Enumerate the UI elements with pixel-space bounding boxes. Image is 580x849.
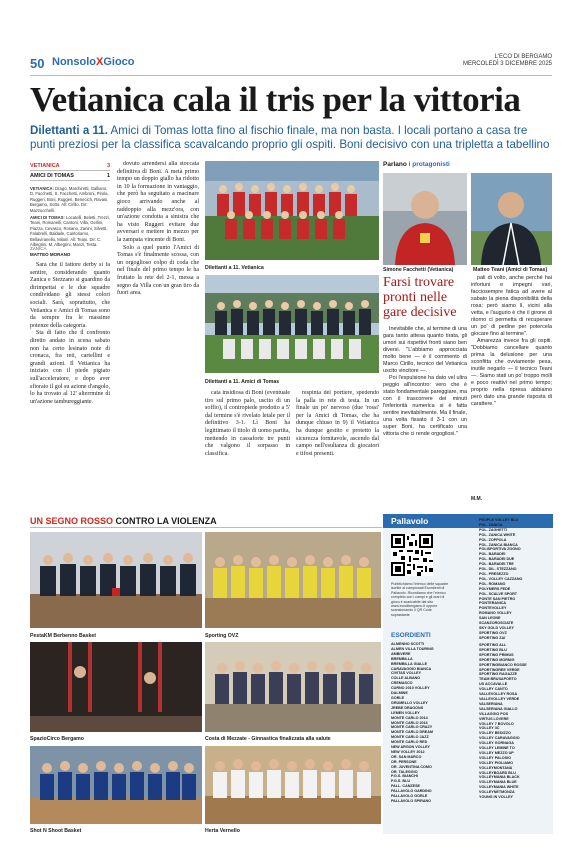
club-entry: JREBE DRAGONS xyxy=(391,705,424,710)
club-entry: VOLLEY CANTO xyxy=(479,687,508,692)
club-entry: MONTE CARLO 2016 xyxy=(391,720,428,725)
body-paragraph: Solo a quel punto l'Amici di Tomas s'è finalmente scossa, con un orgoglioso colpo di coda che nel finale del primo tempo le ha fruttato la rete del 2-1, messa a segno da Villa con un gran tiro da fuori area. xyxy=(117,244,199,297)
body-column-3 xyxy=(205,390,290,504)
violence-title-rest: CONTRO LA VIOLENZA xyxy=(113,516,217,526)
club-entry: PONTERANICA xyxy=(479,601,507,606)
club-entry: SPORTINGBIANCO ROSSE xyxy=(479,662,527,667)
club-entry: OR. SAN MARCO xyxy=(391,754,422,759)
club-entry: MONTE CARLO CRAZY xyxy=(391,725,433,730)
body-paragraph: dovuto arrendersi alla stoccata definitiva di Boni. A metà primo tempo un doppio giallo ha ridotto in 10 la formazione in vantaggio, che però ha seguitato a macinare gioco arrivando anche al raddoppio alla mezz'ora, con un'azione condotta a sinistra che ha visto Ruggeri evitare due avversari e mettere in mezzo per la zampata vincente di Boni. xyxy=(117,161,199,243)
photo-costa-di-mezzate xyxy=(205,642,381,732)
photo-herta-vernello xyxy=(205,746,381,824)
club-entry: CREMASCO xyxy=(391,681,413,686)
photo-caption: PestaKM Berbenno Basket xyxy=(30,633,97,639)
club-entry: POL. DIL. STEZZANO xyxy=(479,567,517,572)
club-entry: VALLEVOLLEY VERDE xyxy=(479,696,520,701)
club-entry: MONTE CARLO JAZZ xyxy=(391,735,429,740)
club-entry: SPORTING BLU xyxy=(479,647,507,652)
away-team: AMICI DI TOMAS xyxy=(30,173,74,179)
club-entry: COLLE ALBANO xyxy=(391,676,421,681)
club-entry: VOLLEYMONTANA xyxy=(479,765,513,770)
body-paragraph: Sarà che il fattore derby si fa sentire, considerando quanto Zanica e Stezzano si guardino da dirimpettai e le due squadre condividano gli stessi colori sociali. Sarà, soprattutto, che Vetianica e Amici di Tomas sono da sempre fra le massime potenze della categoria. xyxy=(30,262,110,329)
club-entry: BREMBILLA xyxy=(391,656,413,661)
photo-spaziocirco-image xyxy=(30,642,202,732)
club-entry: POL. VOLLEY CAZZANO xyxy=(479,576,523,581)
club-entry: OR. TALEGGIO xyxy=(391,769,418,774)
club-entry: SPORTING OVZ xyxy=(479,630,507,635)
photo-herta-vernello-image xyxy=(205,746,381,824)
club-entry: NEW ARGON VOLLEY xyxy=(391,745,430,750)
photo-caption: Sporting OVZ xyxy=(205,633,239,639)
club-entry: POL. ROMANO xyxy=(479,581,506,586)
portrait-teani-image xyxy=(471,173,552,265)
portrait-teani xyxy=(471,173,552,265)
sidebar-column-2 xyxy=(471,275,552,493)
sidebar-heading-a: Parlano xyxy=(383,161,409,168)
photo-spaziocirco xyxy=(30,642,202,732)
club-entry: VILLAGGIO POS xyxy=(479,711,509,716)
club-entry: POL. SCALVE SPORT xyxy=(479,591,518,596)
team-photo-vetianica xyxy=(205,161,379,260)
club-entry: POL. ZANICA BIANCA xyxy=(479,542,518,547)
standfirst-line1: Amici di Tomas lotta fino al fischio finale, ma non basta. I locali portano a casa tre xyxy=(107,124,528,137)
photo-shot-n-shoot-image xyxy=(30,746,202,824)
body-paragraph: cata insidiosa di Boni (eventuale tiro sul primo palo, uscito di un soffio), il contropiede prodotto a 5' dal termine s'è rivelato letale per il definitivo 3-1. Lì Boni ha legittimato il titolo di uomo partita, mettendo in cassaforte tre punti che valgono il sorpasso in classifica. xyxy=(205,390,290,457)
club-entry: VIRTUS LOVERE xyxy=(479,716,509,721)
club-entry: POL. ZOPPOLA xyxy=(479,537,507,542)
club-entry: ROMANO VOLLEY xyxy=(479,611,512,616)
qr-note: Pubblichiamo l'elenco delle squadre iscritte ai campionati Esordienti di Pallavolo. Ricordiamo che l'elenco completo con i campi e gli orari di gioco è scaricabile dal sito www.ecodibergamo.it oppure scansionando il QR Code soprastante xyxy=(391,582,449,617)
club-entry: SPORTING ZAI xyxy=(479,635,506,640)
club-entry: POL. ZANICA xyxy=(479,522,503,527)
club-entry: POL. BARADEI DUE xyxy=(479,557,515,562)
photo-caption: Herta Vernello xyxy=(205,828,240,834)
standfirst-line2: punti preziosi per la classifica scavalcando proprio gli ospiti. Boni decisivo con una tripletta a tabellino xyxy=(30,138,550,151)
page-header xyxy=(30,50,552,76)
photo-caption: Costa di Mezzate - Ginnastica finalizzata alla salute xyxy=(205,736,331,742)
sidebar-title: Farsi trovare pronti nelle gare decisive xyxy=(383,275,457,320)
club-entry: POL. ZAGHETTI xyxy=(479,527,508,532)
headline: Vetianica cala il tris per la vittoria xyxy=(30,80,521,119)
away-score: 1 xyxy=(106,173,110,179)
qr-code-icon[interactable] xyxy=(391,534,433,576)
page-number: 50 xyxy=(30,56,45,71)
club-entry: VOLLEYNETMONZA xyxy=(479,790,515,795)
photo-costa-di-mezzate-image xyxy=(205,642,381,732)
club-entry: BREMBILLA GIALLE xyxy=(391,661,428,666)
portrait-caption: Matteo Teani (Amici di Tomas) xyxy=(473,267,548,273)
sidebar-heading xyxy=(383,161,450,168)
lineup-away xyxy=(30,215,110,247)
club-entry: US ACCAVALLE xyxy=(479,682,508,687)
esordienti-label: ESORDIENTI xyxy=(391,632,431,639)
club-entry: POLYMERS FEDE xyxy=(479,586,511,591)
club-entry: SKY GOLD VOLLEY xyxy=(479,625,514,630)
home-score: 3 xyxy=(106,163,110,169)
body-column-4 xyxy=(296,390,379,504)
club-entry: SCANZOROSCIATE xyxy=(479,621,514,626)
photo-caption: SpazioCirco Bergamo xyxy=(30,736,84,742)
lineup-home-text: Drago, Marchiretti, Galliano, D. Facchetti, S. Facchetti, Ambroni, Pirola, Ruggeri, Boni, Ruggeri, Benecich, Ravasi, Bergamo, Sotto. All: Cirillo. Dir: Mazzucchelli. xyxy=(30,186,109,213)
club-entry: SPORTING PRIMUS xyxy=(479,652,514,657)
club-entry: VOLLEY 7 BOVOLO xyxy=(479,721,514,726)
score-box xyxy=(30,161,110,183)
team-photo-amici-di-tomas-image xyxy=(205,275,379,373)
club-entry: VOLLEYMANIA BLACK xyxy=(479,775,520,780)
photo-caption: Dilettanti a 11. Amici di Tomas xyxy=(205,379,280,385)
club-entry: PONTEVOLLEY xyxy=(479,606,507,611)
club-entry: MONTE CARLO DREAM xyxy=(391,730,433,735)
club-entry: CARAVAGGIO BIANCA xyxy=(391,666,432,671)
score-row-away xyxy=(30,171,110,181)
club-entry: VOLLEY PIGLIAMO xyxy=(479,760,513,765)
lineup-away-label: AMICI DI TOMAS: xyxy=(30,215,65,221)
club-entry: POL. PRESEZZO xyxy=(479,571,509,576)
portrait-facchetti-image xyxy=(383,173,467,265)
club-entry: SPORTING MORNIG xyxy=(479,657,515,662)
sidebar-paragraph: Poi l'espulsione ha dato vel ultra peggio all'incontro: vero che è stato fondamentale pareggiare, ma con il trascorrere dei minuti l'inferiorità numerica si è fatta sentire inevitabilmente. Ma il finale, una volta fissato il 3-1 con un super Boni, ha certificato una vittoria che ci rende orgogliosi." xyxy=(383,375,467,437)
byline-place: ZANICA xyxy=(30,246,47,251)
club-entry: SAN LEONE xyxy=(479,616,501,621)
portrait-caption: Simone Facchetti (Vetianica) xyxy=(383,267,454,273)
body-paragraph: Sta di fatto che il confronto diretto andato in scena sabato non ha certo lesinato note di cronaca, fra reti, cartellini e grandi azioni. Il Vetianica ha iniziato con il piede pigiato sull'acceleratore, e dopo aver sfiorato il gol su azione d'angolo, lo ha trovato al 12' alterrmine di un'azione tambureggiante. xyxy=(30,330,110,405)
club-entry: POL. BARADEI xyxy=(479,552,506,557)
home-team: VETIANICA xyxy=(30,163,60,169)
club-entry: NEW VOLLEY 2012 xyxy=(391,749,425,754)
paper-date: MERCOLEDÌ 3 DICEMBRE 2025 xyxy=(462,61,552,67)
sidebar-heading-b: i protagonisti xyxy=(408,161,450,168)
club-entry: YOUNG IN VOLLEY xyxy=(479,795,514,800)
club-entry: ALMENNO SCOTTI xyxy=(391,642,425,646)
score-row-home xyxy=(30,161,110,171)
standfirst xyxy=(30,124,552,152)
lineup-away-text: Locatelli, Beletti, Trezzi, Teani, Romanelli, Cantoni, Villa, Gerlini, Piazza, Cevasco, Rosano, Zanini, Silvetti, Falabrelli, Baldaile, Cantoriamo, Bellaviranello, Milani. All: Teani. Dir: C. Albegrini, M. Albegrini, Manzi, Testa. xyxy=(30,215,110,248)
club-list-top xyxy=(479,518,522,641)
club-entry: GORLE xyxy=(391,695,405,700)
club-entry: PALLAVOLO SPIRANO xyxy=(391,799,432,803)
photo-berbenno-basket-image xyxy=(30,532,202,628)
club-entry: PALLAVOLO GARDINO xyxy=(391,789,432,794)
lineup-home xyxy=(30,186,110,213)
club-entry: VOLLEY MEZZO UP xyxy=(479,750,514,755)
club-entry: OR. JUVENTINA COMO xyxy=(391,764,432,769)
club-entry: SPORTING ALL xyxy=(479,643,507,647)
body-paragraph: respinta del portiere, spedendo la palla in rete di testa. In un finale un po' nervoso (due 'rossi' per la Amici di Tomas, che ha dunque chiuso in 9) il Vetianica ha dunque gestito e protetto la sicurezza fornitavole, ascendo dal campo nell'esultanza di giocatori e tifosi presenti. xyxy=(296,390,379,457)
club-entry: TEAM BRUSAPORTO xyxy=(479,677,517,682)
sidebar-paragraph: Amarezza invece fra gli ospiti. "Dobbiamo cancellare quanto prima la delusione per una sconfitta che ovviamente pesa, inutile negarlo — il tecnico Teani —. Siamo stati un po' troppo molli e poco reattivi nel primo tempo; proprio nella ripresa abbiamo però dato una grande risposta di carattere." xyxy=(471,338,552,407)
section-name xyxy=(52,56,135,68)
team-photo-vetianica-image xyxy=(205,161,379,260)
team-photo-amici-di-tomas xyxy=(205,275,379,373)
club-entry: AMBIVERE xyxy=(391,651,411,656)
sidebar-column-1 xyxy=(383,326,467,506)
club-entry: VOLLEY PALOSIO xyxy=(479,755,512,760)
club-entry: PONTE SAN PIETRO xyxy=(479,596,516,601)
club-entry: MONTE CARLO RED xyxy=(391,740,428,745)
body-column-1 xyxy=(30,262,110,506)
sidebar-paragraph: Inevitabile che, al termine di una gara tanto attesa quanto tirata, gli umori sui rispettivi fronti siano ben diversi. "L'abbiamo approcciata molto bene — è il commento di Marco Cirillo, tecnico del Vetianica uscito vincitore —. xyxy=(383,326,467,374)
club-entry: SPORTING RAGAZZE xyxy=(479,672,518,677)
club-entry: OR. PERSONE xyxy=(391,759,417,764)
club-entry: PALLAVOLO GORLE xyxy=(391,794,428,799)
club-list-left xyxy=(391,642,434,804)
club-entry: PALL. CANZESE xyxy=(391,784,421,789)
club-entry: DALMINE xyxy=(391,691,408,696)
club-entry: VALSERIANA xyxy=(479,701,503,706)
paper-name: L'ECO DI BERGAMO xyxy=(494,54,552,60)
violence-title-red: UN SEGNO ROSSO xyxy=(30,516,114,526)
club-entry: VOLLEYBOARD BLU xyxy=(479,770,516,775)
photo-caption: Shot N Shoot Basket xyxy=(30,828,82,834)
photo-sporting-ovz xyxy=(205,532,381,628)
violence-section-title xyxy=(30,514,382,528)
sidebar-paragraph: pali di volto, anche perché hai infortuni e impegni vari, facciosempre fatica ad avere al sabato la piena disponibilità della rosa: però siamo lì, vicini alla vetta, e l'augurio è che il girone di ritorno ci permetta di recuperare un po' di pedine per potercela giocare fino al termine". xyxy=(471,275,552,337)
byline-author: MATTEO MORANO xyxy=(30,252,71,257)
club-entry: VALLEVOLLEY ROSA xyxy=(479,692,518,697)
club-entry: VOLLEYMANIA WHITE xyxy=(479,785,519,790)
club-entry: P.G.S. BLU xyxy=(391,779,410,784)
lineups xyxy=(30,186,110,247)
standfirst-lead: Dilettanti a 11. xyxy=(30,124,108,137)
photo-berbenno-basket xyxy=(30,532,202,628)
club-list-right xyxy=(479,643,527,800)
club-entry: VOLLEY GORNAGA xyxy=(479,741,514,746)
club-entry: MONTE CARLO 2014 xyxy=(391,715,428,720)
pallavolo-box xyxy=(383,514,553,834)
photo-sporting-ovz-image xyxy=(205,532,381,628)
club-entry: POLISPORTIVA ZOGNO xyxy=(479,547,521,552)
sidebar-signature: M.M. xyxy=(471,496,483,502)
club-entry: P.G.S. BIANCHI xyxy=(391,774,418,779)
club-entry: VOLLEY 3C xyxy=(479,726,500,731)
paper-masthead xyxy=(463,54,552,68)
pallavolo-title: Pallavolo xyxy=(383,514,553,528)
club-entry: CURNO 2010 VOLLEY xyxy=(391,686,430,691)
club-entry: VOLLEYMANIA BLUE xyxy=(479,780,517,785)
section-name-a: Nonsolo xyxy=(52,56,96,68)
club-entry: POL. ZANICA WHITE xyxy=(479,532,516,537)
club-entry: ALMEN VILLA TOURING xyxy=(391,646,434,651)
portrait-facchetti xyxy=(383,173,467,265)
club-entry: GRUMELLO VOLLEY xyxy=(391,700,428,705)
lineup-home-label: VETIANICA: xyxy=(30,186,54,191)
club-entry: POL. BARADEI TRE xyxy=(479,562,514,567)
club-entry: VOLLEY LEMINE TO xyxy=(479,746,515,751)
club-entry: VALSERIANA GIALLO xyxy=(479,706,518,711)
photo-caption: Dilettanti a 11. Vetianica xyxy=(205,265,264,271)
club-entry: LEMEN VOLLEY xyxy=(391,710,420,715)
club-entry: VOLLEY CARAVAGGIO xyxy=(479,736,520,741)
byline xyxy=(30,246,110,258)
club-entry: VOLLEY BEDIZZO xyxy=(479,731,511,736)
section-x: X xyxy=(96,56,104,68)
club-entry: SPORTINGREE VERDE xyxy=(479,667,520,672)
club-entry: PEOPLE VOLLEY BLU xyxy=(479,518,519,522)
section-name-b: Gioco xyxy=(103,56,135,68)
body-column-2 xyxy=(117,161,199,504)
photo-shot-n-shoot xyxy=(30,746,202,824)
club-entry: CIVITAS VOLLEY xyxy=(391,671,422,676)
